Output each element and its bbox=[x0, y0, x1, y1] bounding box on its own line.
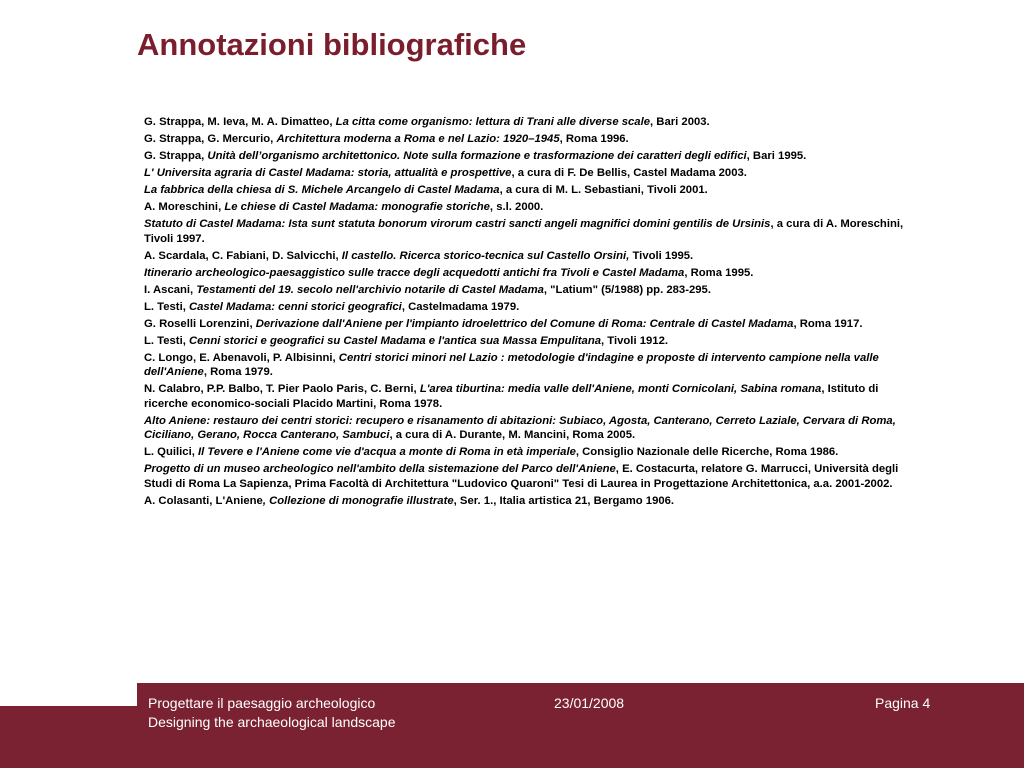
reference-text: , Consiglio Nazionale delle Ricerche, Roma 1986. bbox=[575, 446, 839, 458]
reference-title: Progetto di un museo archeologico nell'ambito della sistemazione del Parco dell'Aniene bbox=[144, 463, 616, 475]
reference-text: A. Scardala, C. Fabiani, D. Salvicchi, bbox=[144, 249, 342, 262]
reference-title: Derivazione dall'Aniene per l'impianto idroelettrico del Comune di Roma: Centrale di Castel Madama bbox=[255, 317, 794, 330]
reference-text: A. Colasanti, L'Aniene bbox=[144, 494, 263, 507]
footer-page-number: Pagina 4 bbox=[875, 695, 931, 711]
reference-text: , "Latium" (5/1988) pp. 283-295. bbox=[543, 283, 711, 296]
reference-title: Il castello. Ricerca storico-tecnica sul Castello Orsini, bbox=[341, 249, 630, 262]
reference-title: La citta come organismo: lettura di Trani alle diverse scale bbox=[335, 116, 651, 128]
reference-entry bbox=[144, 115, 909, 130]
reference-text: , Castelmadama 1979. bbox=[401, 300, 520, 313]
reference-text: C. Longo, E. Abenavoli, P. Albisinni, bbox=[144, 351, 339, 364]
reference-title: La fabbrica della chiesa di S. Michele Arcangelo di Castel Madama bbox=[144, 184, 500, 196]
reference-text: N. Calabro, P.P. Balbo, T. Pier Paolo Paris, C. Berni, bbox=[144, 383, 420, 395]
page-title: Annotazioni bibliografiche bbox=[137, 27, 527, 62]
reference-text: , a cura di A. Durante, M. Mancini, Roma 2005. bbox=[389, 429, 636, 441]
reference-text: , a cura di F. De Bellis, Castel Madama 2003. bbox=[511, 167, 747, 179]
footer-course-title bbox=[148, 694, 396, 732]
reference-text: , Roma 1995. bbox=[684, 266, 754, 279]
footer-date: 23/01/2008 bbox=[554, 695, 625, 711]
reference-entry bbox=[144, 166, 909, 181]
footer-title-english: Designing the archaeological landscape bbox=[148, 714, 396, 730]
reference-text: L. Testi, bbox=[144, 300, 189, 313]
reference-entry bbox=[144, 183, 909, 198]
reference-text: G. Roselli Lorenzini, bbox=[144, 317, 256, 330]
reference-text: L. Quilici, bbox=[144, 446, 198, 458]
reference-entry bbox=[144, 283, 909, 298]
reference-title: L' Universita agraria di Castel Madama: storia, attualità e prospettive bbox=[144, 167, 512, 179]
reference-text: I. Ascani, bbox=[144, 283, 197, 296]
reference-title: L'area tiburtina: media valle dell'Aniene, monti Cornicolani, Sabina romana bbox=[419, 383, 822, 395]
reference-text: , a cura di A. Moreschini, Tivoli 1997. bbox=[144, 218, 904, 245]
reference-title: Alto Aniene: restauro dei centri storici: recupero e risanamento di abitazioni: Subiaco, Agosta, Canterano, Cerreto Laziale, Cervara di Roma, Ciciliano, Gerano, Rocca Canterano, Sambuci bbox=[144, 414, 896, 441]
bibliography-list bbox=[144, 115, 909, 511]
reference-title: Le chiese di Castel Madama: monografie storiche bbox=[224, 201, 490, 213]
reference-title: Unità dell’organismo architettonico. Note sulla formazione e trasformazione dei caratteri degli edifici bbox=[207, 150, 747, 162]
reference-entry bbox=[144, 382, 909, 411]
reference-entry bbox=[144, 334, 909, 349]
reference-entry bbox=[144, 249, 909, 264]
reference-title: Statuto di Castel Madama: Ista sunt statuta bonorum virorum castri sancti angeli magnifici domini gentilis de Ursinis bbox=[144, 218, 771, 230]
reference-text: , Bari 2003. bbox=[650, 116, 710, 128]
footer-title-italian: Progettare il paesaggio archeologico bbox=[148, 695, 376, 711]
reference-text: A. Moreschini, bbox=[144, 201, 225, 213]
reference-title: Castel Madama: cenni storici geografici bbox=[188, 300, 402, 313]
reference-text: , E. Costacurta, relatore G. Marrucci, Università degli Studi di Roma La Sapienza, Prima Facoltà di Architettura "Ludovico Quaroni" Tesi di Laurea in Progettazione Architettonica, a.a. 2001-2002. bbox=[144, 463, 899, 490]
reference-text: , Tivoli 1912. bbox=[601, 334, 668, 347]
reference-entry bbox=[144, 149, 909, 164]
reference-text: G. Strappa, bbox=[144, 150, 208, 162]
reference-title: , Collezione di monografie illustrate bbox=[262, 494, 454, 507]
reference-text: , s.l. 2000. bbox=[489, 201, 544, 213]
reference-entry bbox=[144, 494, 909, 509]
reference-text: , Ser. 1., Italia artistica 21, Bergamo 1906. bbox=[453, 494, 675, 507]
reference-text: , Istituto di ricerche economico-sociali Placido Martini, Roma 1978. bbox=[144, 383, 879, 410]
reference-text: Tivoli 1995. bbox=[629, 249, 694, 262]
reference-entry bbox=[144, 351, 909, 380]
reference-entry bbox=[144, 300, 909, 315]
reference-text: , Roma 1979. bbox=[203, 366, 273, 378]
reference-text: , Roma 1996. bbox=[559, 133, 629, 145]
reference-entry bbox=[144, 317, 909, 332]
reference-title: Cenni storici e geografici su Castel Madama e l'antica sua Massa Empulitana bbox=[188, 334, 602, 347]
reference-entry bbox=[144, 132, 909, 147]
reference-text: G. Strappa, G. Mercurio, bbox=[144, 133, 277, 145]
reference-title: Centri storici minori nel Lazio : metodologie d'indagine e proposte di intervento campione nella valle dell'Aniene bbox=[144, 351, 879, 378]
reference-entry bbox=[144, 217, 909, 246]
reference-text: , a cura di M. L. Sebastiani, Tivoli 2001. bbox=[499, 184, 708, 196]
reference-title: Testamenti del 19. secolo nell'archivio notarile di Castel Madama bbox=[196, 283, 544, 296]
reference-title: Architettura moderna a Roma e nel Lazio: 1920–1945 bbox=[276, 133, 560, 145]
reference-entry bbox=[144, 462, 909, 491]
reference-entry bbox=[144, 445, 909, 460]
reference-text: , Bari 1995. bbox=[746, 150, 807, 162]
reference-text: G. Strappa, M. Ieva, M. A. Dimatteo, bbox=[144, 116, 336, 128]
reference-text: , Roma 1917. bbox=[793, 317, 863, 330]
reference-entry bbox=[144, 200, 909, 215]
reference-text: L. Testi, bbox=[144, 334, 189, 347]
reference-title: Il Tevere e l'Aniene come vie d'acqua a monte di Roma in età imperiale bbox=[197, 446, 576, 458]
reference-title: Itinerario archeologico-paesaggistico sulle tracce degli acquedotti antichi fra Tivoli e Castel Madama bbox=[144, 266, 685, 279]
reference-entry bbox=[144, 414, 909, 443]
reference-entry bbox=[144, 266, 909, 281]
